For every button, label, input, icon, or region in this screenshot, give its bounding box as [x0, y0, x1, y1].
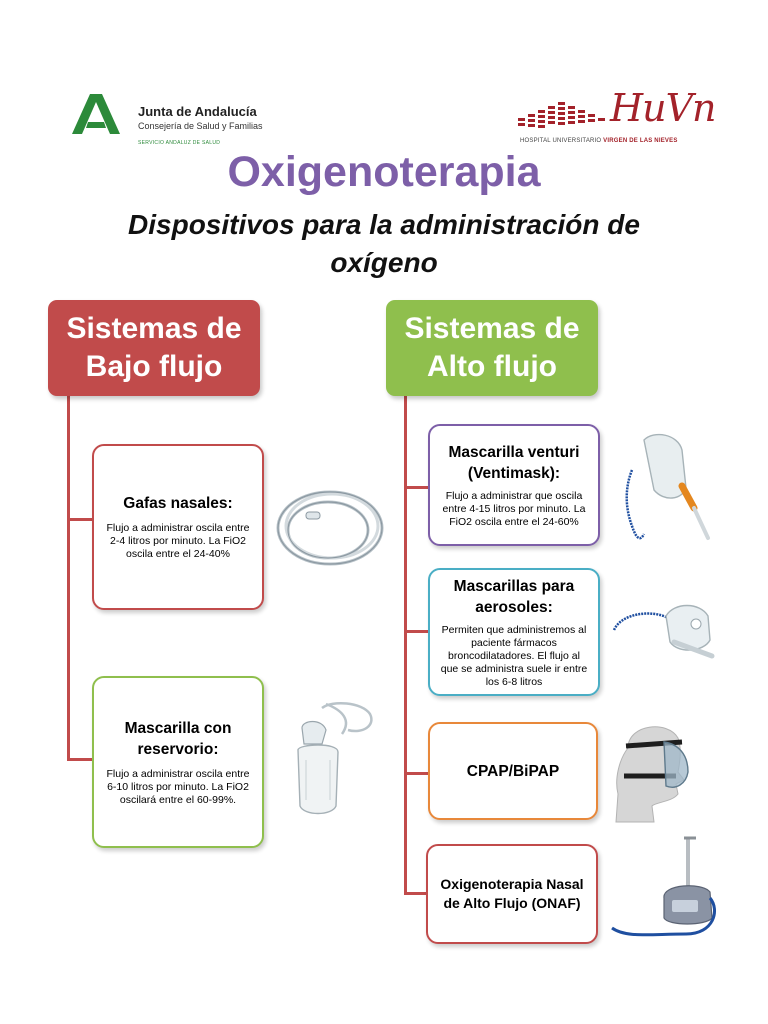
hospital-bars-icon: [518, 98, 610, 128]
junta-service: SERVICIO ANDALUZ DE SALUD: [138, 140, 221, 146]
cpap-box: [428, 722, 598, 820]
junta-name: Junta de Andalucía: [138, 104, 257, 119]
venturi-mask-title: Mascarilla venturi (Ventimask):: [448, 443, 580, 482]
reservoir-mask-icon: [292, 700, 378, 820]
onaf-title: Oxigenoterapia Nasal de Alto Flujo (ONAF): [440, 876, 584, 911]
cpap-mask-icon: [612, 718, 702, 822]
huvn-name-highlight: VIRGEN DE LAS NIEVES: [603, 138, 678, 144]
junta-emblem-icon: [68, 90, 124, 136]
nasal-cannula-description: Flujo a administrar oscila entre 2-4 litros por minuto. La FiO2 oscila entre el 24-40%: [106, 522, 250, 560]
low-flow-connector-reservorio: [67, 758, 92, 761]
venturi-mask-icon: [624, 430, 714, 548]
nasal-cannula-box: [92, 444, 264, 610]
huvn-name-prefix: HOSPITAL UNIVERSITARIO: [520, 138, 604, 144]
high-flow-device-icon: [606, 834, 720, 944]
high-flow-connector-cpap: [404, 772, 428, 775]
nasal-cannula-icon: [272, 478, 388, 580]
high-flow-header: Sistemas de Alto flujo: [386, 300, 598, 396]
cpap-title: CPAP/BiPAP: [466, 762, 560, 780]
high-flow-connector-venturi: [404, 486, 428, 489]
page-title: Oxigenoterapia: [227, 148, 541, 196]
low-flow-connector-vertical: [67, 396, 70, 760]
huvn-logo: [516, 86, 716, 152]
junta-department: Consejería de Salud y Familias: [138, 121, 263, 131]
huvn-hospital-name: [520, 138, 678, 144]
high-flow-connector-aerosoles: [404, 630, 428, 633]
reservoir-mask-description: Flujo a administrar oscila entre 6-10 litros por minuto. La FiO2 oscilará entre el 60-99%.: [106, 767, 250, 806]
low-flow-connector-gafas: [67, 518, 92, 521]
venturi-mask-box: [428, 424, 600, 546]
aerosol-mask-title: Mascarillas para aerosoles:: [453, 577, 575, 616]
nasal-cannula-title: Gafas nasales:: [123, 495, 233, 512]
onaf-box: [426, 844, 598, 944]
aerosol-mask-icon: [608, 596, 720, 666]
reservoir-mask-box: [92, 676, 264, 848]
venturi-mask-description: Flujo a administrar que oscila entre 4-15 litros por minuto. La FiO2 oscila entre el 24-60%: [442, 489, 586, 528]
huvn-wordmark: HuVn: [610, 86, 716, 130]
aerosol-mask-box: [428, 568, 600, 696]
aerosol-mask-description: Permiten que administremos al paciente fármacos broncodilatadores. El flujo al que se administra suele ir entre los 6-8 litros: [440, 623, 588, 688]
reservoir-mask-title: Mascarilla con reservorio:: [124, 719, 232, 758]
high-flow-connector-vertical: [404, 396, 407, 894]
high-flow-connector-onaf: [404, 892, 426, 895]
page-subtitle: Dispositivos para la administración de oxígeno: [128, 209, 640, 278]
low-flow-header: Sistemas de Bajo flujo: [48, 300, 260, 396]
junta-andalucia-logo: [66, 86, 266, 150]
